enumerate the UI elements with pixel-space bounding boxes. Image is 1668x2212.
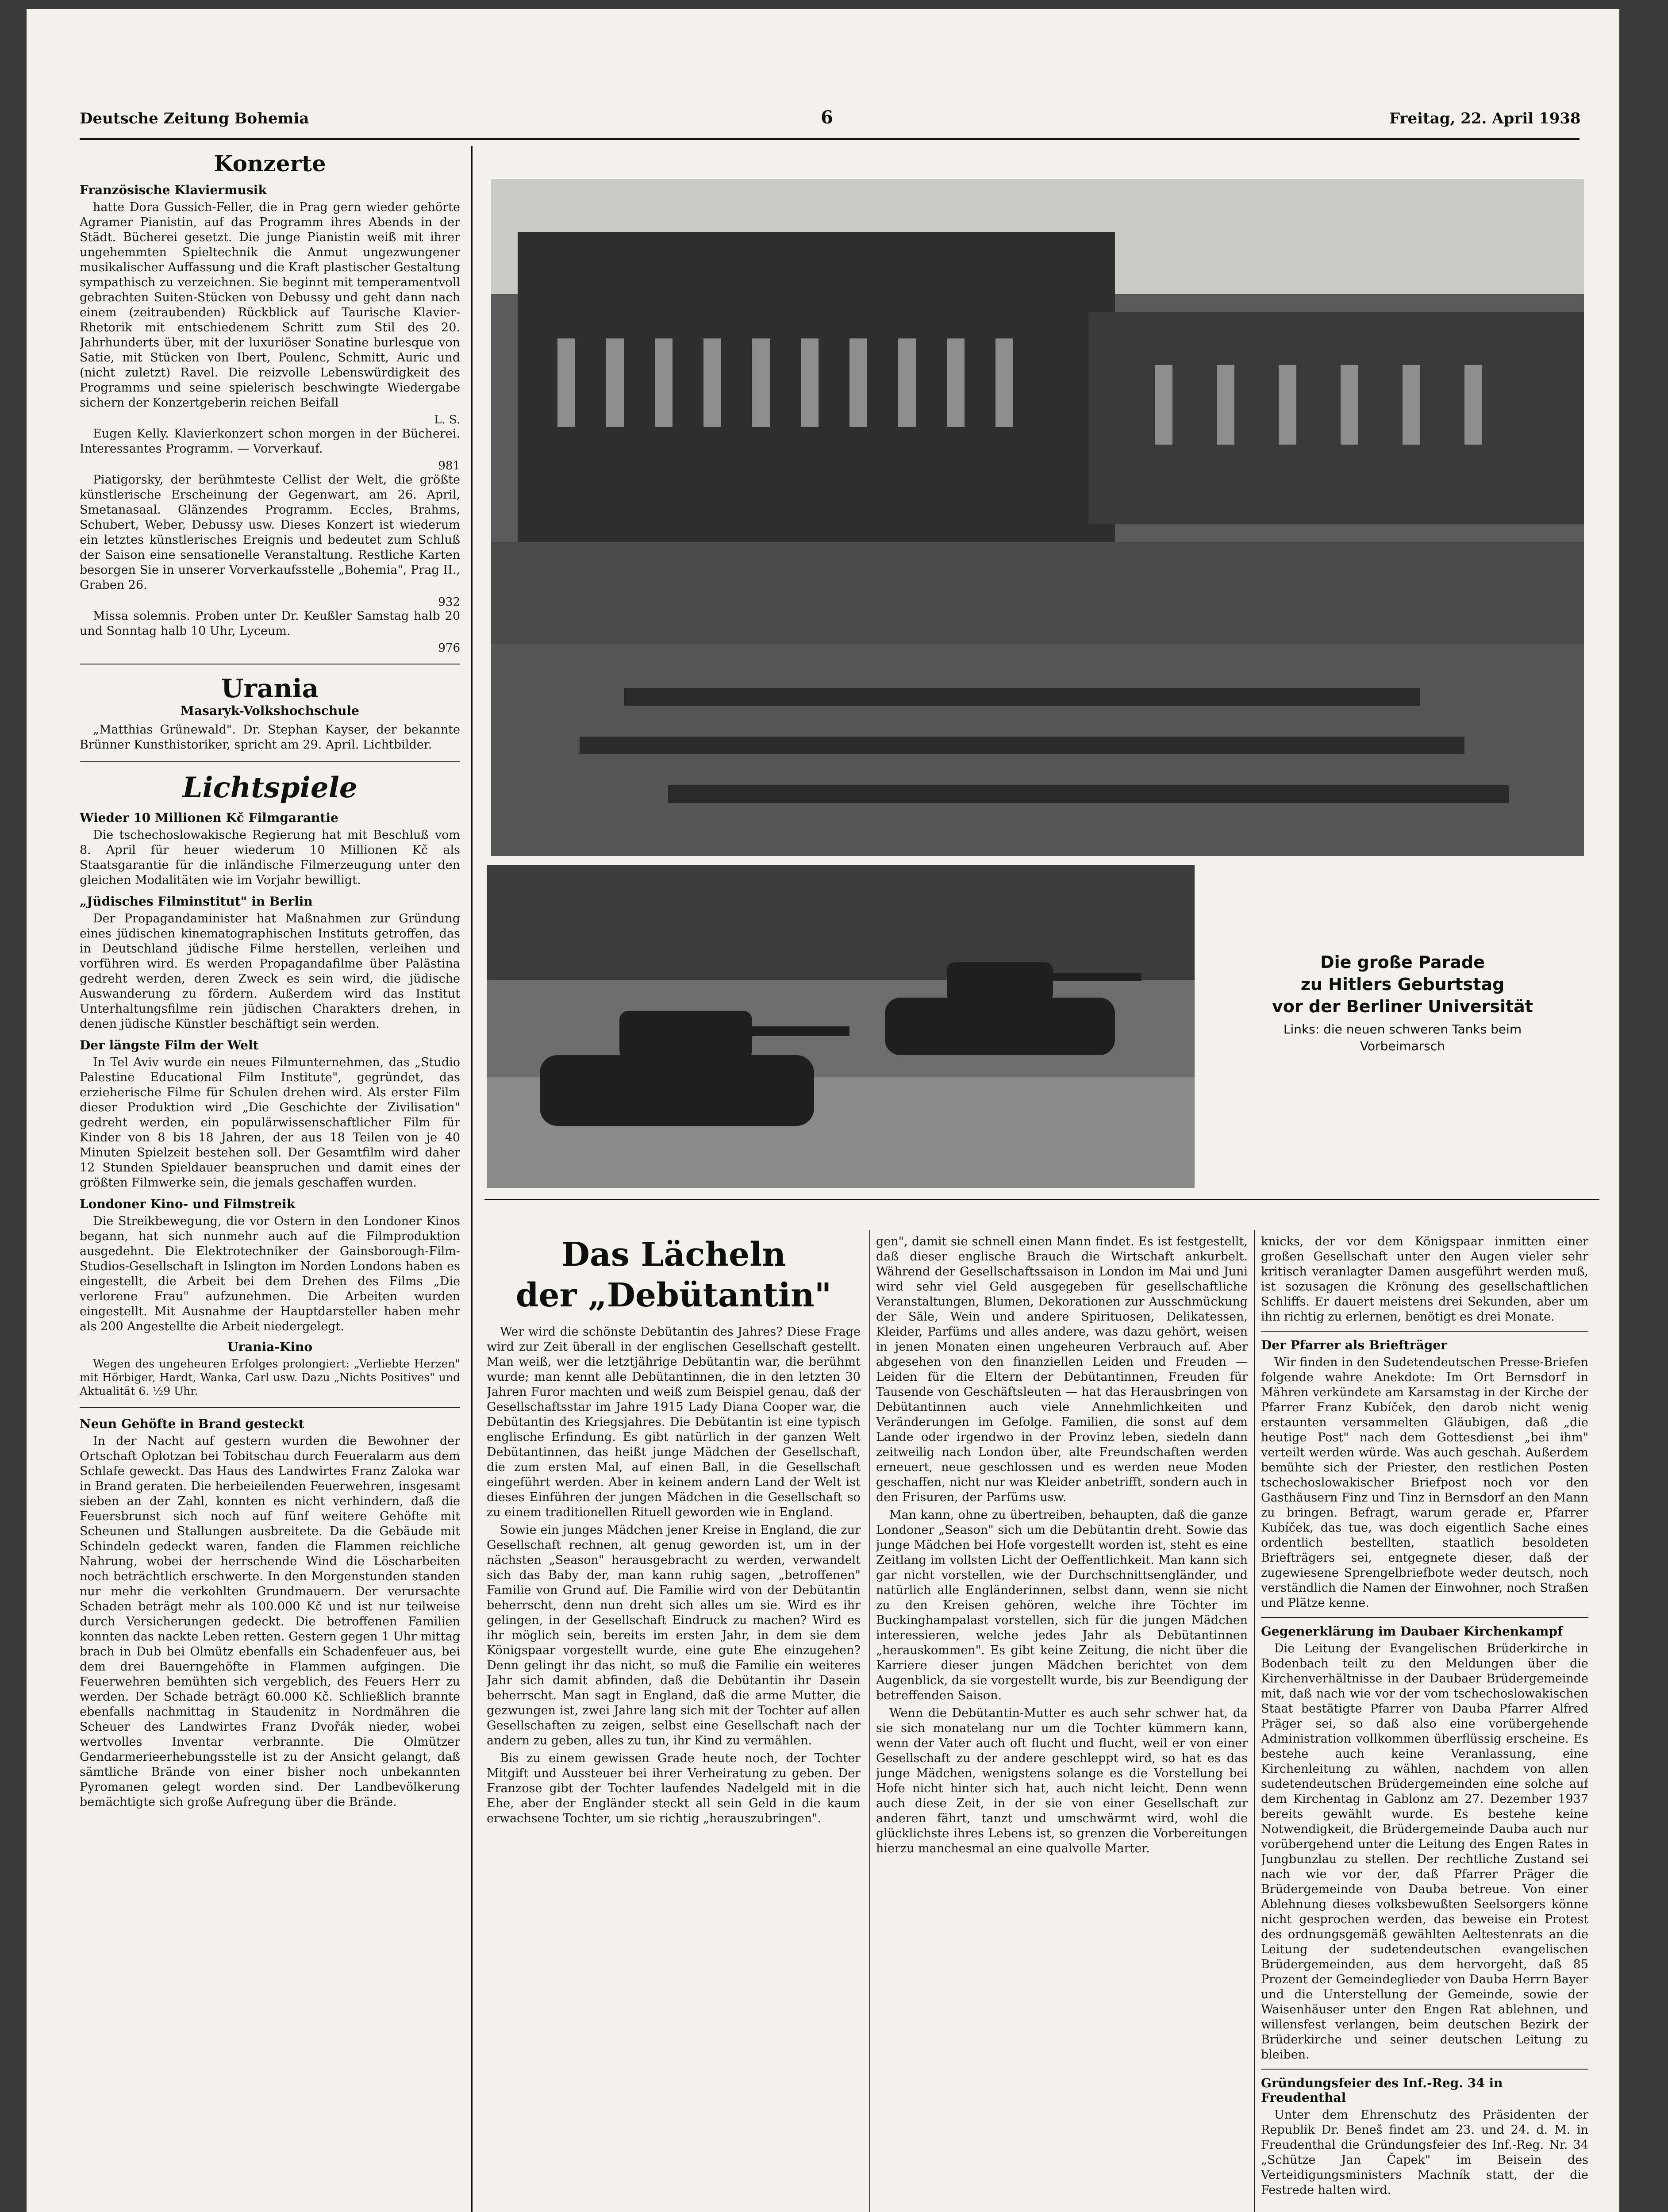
lichtspiele-subheading: Londoner Kino- und Filmstreik [80,1197,296,1211]
kirchenkampf-paragraph: Die Leitung der Evangelischen Brüderkirche in Bodenbach teilt zu den Meldungen über die Kirchenverhältnisse in der Daubaer Brüdergemeinde mit, daß nach wie vor der vom tschechoslowakischen Staat bestätigte Pfarrer von Dauba Pfarrer Alfred Präger sei, so daß also eine vorübergehende Administration vollkommen überflüssig erscheine. Es bestehe auch keine Veranlassung, eine Kirchenleitung zu wählen, nachdem von allen sudetendeutschen Brüdergemeinden eine solche auf dem Kirchentag in Gablonz am 27. Dezember 1937 bereits gewählt wurde. Es bestehe keine Notwendigkeit, die Brüdergemeinde Dauba auch nur vorübergehend unter die Leitung des Engen Rates in Jungbunzlau zu stellen. Der rechtliche Zustand sei nach wie vor der, daß Pfarrer Präger die Brüdergemeinde von Dauba betreue. Von einer Ablehnung dieses volksbewußten Seelsorgers könne nicht gesprochen werden, das beweise ein Protest des ordnungsgemäß gewählten Aeltestenrats an die Leitung der sudetendeutschen evangelischen Brüdergemeinden, aus dem hervorgeht, daß 85 Prozent der Gemeindeglieder von Dauba Herrn Bayer und die Unterstellung der Gemeinde, sowie der Waisenhäuser unter den Engen Rat ablehnen, und willensfest verlangen, beim deutschen Bezirk der Brüderkirche und seiner deutschen Leitung zu bleiben. [1261,1642,1588,2062]
masthead-page-number: 6 [821,107,833,128]
urania-paragraph: „Matthias Grünewald". Dr. Stephan Kayser, der bekannte Brünner Kunsthistoriker, spricht am 29. April. Lichtbilder. [80,723,460,752]
lichtspiele-subheading: Wieder 10 Millionen Kč Filmgarantie [80,810,338,825]
pfarrer-title: Der Pfarrer als Briefträger [1261,1338,1447,1352]
parade-photo-tanks [487,865,1195,1188]
photo-caption [1221,951,1584,1055]
caption-title-line: zu Hitlers Geburtstag [1300,975,1505,994]
lichtspiele-paragraph: In Tel Aviv wurde ein neues Filmunternehmen, das „Studio Palestine Educational Film Institute", gegründet, das erzieherische Filme für Schulen drehen wird. Als erster Film dieser Produktion wird „Die Geschichte der Zivilisation" gedreht werden, ein populärwissenschaftlicher Film für Kinder von 8 bis 18 Jahren, der aus 18 Teilen von je 40 Minuten Spielzeit bestehen soll. Der Gesamtfilm wird daher 12 Stunden Spieldauer beanspruchen und damit eines der größten Filmwerke sein, die jemals geschaffen wurden. [80,1056,460,1190]
article-paragraph: gen", damit sie schnell einen Mann findet. Es ist festgestellt, daß dieser englische Brauch die Wirtschaft ankurbelt. Während der Gesellschaftssaison in London im Mai und Juni wird sehr viel Geld ausgegeben für gesellschaftliche Veranstaltungen, Blumen, Dekorationen zur Ausschmückung der Säle, Wein und andere Spirituosen, Delikatessen, Kleider, Parfüms und alles andere, was dazu gehört, weisen in jenen Monaten einen ungeheuren Verbrauch auf. Aber abgesehen von den finanziellen Leiden und Freuden — Leiden für die Eltern der Debütantinnen, Freuden für Tausende von Geschäftsleuten — hat das Herausbringen von Debütantinnen auch viele Annehmlichkeiten und Veränderungen im Gefolge. Familien, die sonst auf dem Lande oder irgendwo in der Provinz leben, siedeln dann zeitweilig nach London über, alte Freundschaften werden erneuert, neue geschlossen und es werden neue Moden geschaffen, nicht nur was Kleider anbetrifft, sondern auch in den Frisuren, der Parfüms usw. [876,1235,1248,1504]
column-divider [1254,1230,1255,2212]
lichtspiele-subheading: „Jüdisches Filminstitut" in Berlin [80,894,313,909]
article-headline-line: der „Debütantin" [515,1276,832,1314]
article-paragraph: Sowie ein junges Mädchen jener Kreise in England, die zur Gesellschaft rechnen, alt genug geworden ist, um in der nächsten „Season" herausgebracht zu werden, verwandelt sich das Baby der, man kann ruhig sagen, „betroffenen" Familie von Grund auf. Die Familie wird von der Debütantin beherrscht, denn nun dreht sich alles um sie. Wird es ihr gelingen, in der Gesellschaft Eindruck zu machen? Wird es ihr möglich sein, bereits im ersten Jahr, in dem sie dem Königspaar vorgestellt wurde, eine gute Ehe einzugehen? Denn gelingt ihr das nicht, so muß die Familie ein weiteres Jahr sich damit abfinden, daß die Debütantin ihr Dasein beherrscht. Man sagt in England, daß die arme Mutter, die gezwungen ist, zwei Jahre lang sich mit der Tochter auf allen Gesellschaften zu zeigen, selbst eine Gesellschaft nach der andern zu geben, alles zu tun, ihr Kind zu vermählen. [487,1523,861,1747]
lichtspiele-paragraph: Die Streikbewegung, die vor Ostern in den Londoner Kinos begann, hat sich nunmehr auch auf die Filmproduktion ausgedehnt. Die Elektrotechniker der Gainsborough-Film-Studios-Gesellschaft in Islington im Norden Londons haben es eingestellt, die Arbeit bei dem Drehen des Films „Die verlorene Frau" aufzunehmen. Die Arbeiten wurden eingestellt. Mit Ausnahme der Hauptdarsteller haben mehr als 200 Angestellte die Arbeit niedergelegt. [80,1214,460,1333]
konzerte-signature: L. S. [434,413,460,426]
article-column-2 [876,1234,1248,2212]
article-column-1 [487,1234,861,2212]
lichtspiele-paragraph: Die tschechoslowakische Regierung hat mit Beschluß vom 8. April für heuer wiederum 10 Millionen Kč als Staatsgarantie für die inländische Filmerzeugung unter den gleichen Modalitäten wie im Vorjahr bewilligt. [80,828,460,887]
section-divider [1261,1331,1588,1332]
section-divider [1261,2069,1588,2070]
article-paragraph: knicks, der vor dem Königspaar inmitten einer großen Gesellschaft unter den Augen vieler sehr kritisch veranlagter Damen ausgeführt werden muß, ist sozusagen die Krönung des gesellschaftlichen Schliffs. Er dauert meistens drei Sekunden, aber um ihn richtig zu erlernen, benötigt es drei Monate. [1261,1235,1588,1324]
caption-title-line: vor der Berliner Universität [1272,997,1533,1016]
photo-rule [484,1199,1599,1200]
newspaper-page [27,9,1619,2212]
parade-photo-university [491,179,1584,856]
caption-subtitle-line: Links: die neuen schweren Tanks beim [1283,1022,1522,1037]
urania-kino-heading: Urania-Kino [227,1340,313,1354]
masthead-rule [80,138,1580,140]
photo-university-illustration [491,179,1584,856]
caption-subtitle-line: Vorbeimarsch [1360,1039,1445,1053]
article-paragraph: Man kann, ohne zu übertreiben, behaupten, daß die ganze Londoner „Season" sich um die Debütantin dreht. Sowie das junge Mädchen bei Hofe vorgestellt worden ist, steht es eine Zeitlang im vollsten Licht der Oeffentlichkeit. Man kann sich gar nicht vorstellen, wie der Durchschnittsengländer, und natürlich alle Engländerinnen, selbst dann, wenn sie nicht zu den Kreisen gehören, welche ihre Töchter im Buckinghampalast vorstellen, sich für die jungen Mädchen interessieren, welche jedes Jahr als Debütantinnen „herauskommen". Es gibt keine Zeitung, die nicht über die Karriere dieser jungen Mädchen berichtet von dem Augenblick, da sie vorgestellt wurde, bis zur Beendigung der betreffenden Saison. [876,1508,1248,1702]
konzerte-paragraph: Missa solemnis. Proben unter Dr. Keußler Samstag halb 20 und Sonntag halb 10 Uhr, Lyceum. [80,609,460,638]
lichtspiele-subheading: Der längste Film der Welt [80,1038,259,1052]
column-divider [869,1230,870,2212]
section-divider [80,1407,460,1408]
brand-paragraph: In der Nacht auf gestern wurden die Bewohner der Ortschaft Oplotzan bei Tobitschau durch Feueralarm aus dem Schlafe geweckt. Das Haus des Landwirtes Franz Zaloka war in Brand geraten. Die herbeieilenden Feuerwehren, insgesamt sieben an der Zahl, konnten es nicht verhindern, daß die Feuersbrunst sich noch auf fünf weitere Gehöfte mit Scheunen und Stallungen ausbreitete. Da die Gebäude mit Schindeln gedeckt waren, fanden die Flammen reichliche Nahrung, wobei der herrschende Wind die Löscharbeiten noch beträchtlich erschwerte. In den Morgenstunden standen nur mehr die verkohlten Grundmauern. Der verursachte Schaden beträgt mehr als 100.000 Kč und ist nur teilweise durch Versicherungen gedeckt. Die betroffenen Familien konnten das nackte Leben retten. Gestern gegen 1 Uhr mittag brach in Dub bei Olmütz ebenfalls ein Schadenfeuer aus, bei dem drei Bauerngehöfte in Flammen aufgingen. Die Feuerwehren bemühten sich vergeblich, des Feuers Herr zu werden. Der Schade beträgt 60.000 Kč. Schließlich brannte ebenfalls nachmittag in Staudenitz in Nordmähren die Scheuer des Landwirtes Franz Dvořák nieder, wobei wertvolles Inventar verbrannte. Die Olmützer Gendarmerieerhebungsstelle ist zu der Ansicht gelangt, daß sämtliche Brände von einer bisher noch unbekannten Pyromanen gelegt worden sind. Der Landbevölkerung bemächtigte sich große Aufregung über die Brände. [80,1434,460,1809]
left-column [80,150,460,2212]
lichtspiele-title: Lichtspiele [182,771,357,804]
masthead-paper-name: Deutsche Zeitung Bohemia [80,110,309,127]
article-column-3 [1261,1234,1588,2212]
article-paragraph: Bis zu einem gewissen Grade heute noch, der Tochter Mitgift und Aussteuer bei ihrer Verheiratung zu geben. Der Franzose gibt der Tochter laufendes Nadelgeld mit in die Ehe, aber der Engländer steckt all sein Geld in die kaum erwachsene Tochter, um sie richtig „herauszubringen". [487,1751,861,1825]
urania-title: Urania [221,673,319,703]
konzerte-paragraph: Eugen Kelly. Klavierkonzert schon morgen in der Bücherei. Interessantes Programm. — Vorverkauf. [80,427,460,456]
article-paragraph: Wenn die Debütantin-Mutter es auch sehr schwer hat, da sie sich monatelang nur um die Tochter kümmern kann, wenn der Vater auch oft flucht und flucht, weil er von einer Gesellschaft zu der andere geschleppt wird, so hat es das junge Mädchen, wenigstens solange es die Vorstellung bei Hofe nicht hinter sich hat, auch nicht leicht. Denn wenn auch diese Zeit, in der sie von einer Gesellschaft zur anderen fährt, tanzt und umschwärmt wird, wohl die glücklichste ihres Lebens ist, so grenzen die Vorbereitungen hierzu manchesmal an eine qualvolle Marter. [876,1706,1248,1855]
gruendung-title: Gründungsfeier des Inf.-Reg. 34 in Freudenthal [1261,2076,1503,2105]
section-divider [1261,1617,1588,1618]
photo-tanks-illustration [487,865,1195,1188]
ad-number: 976 [438,641,460,655]
konzerte-paragraph: hatte Dora Gussich-Feller, die in Prag gern wieder gehörte Agramer Pianistin, auf das Programm ihres Abends in der Städt. Bücherei gesetzt. Die junge Pianistin weiß mit ihrer ungehemmten Spieltechnik die Anmut ungezwungener musikalischer Auffassung und die Kraft plastischer Gestaltung sympathisch zu verzeichnen. Sie beginnt mit temperamentvoll gebrachten Suiten-Stücken von Debussy und geht dann nach einem (zeitraubenden) Rückblick auf Taurische Klavier-Rhetorik mit entschiedenem Schritt zum Stil des 20. Jahrhunderts über, mit der luxuriöser Sonatine burlesque von Satie, mit Stücken von Ibert, Poulenc, Schmitt, Auric und (nicht zuletzt) Ravel. Die reizvolle Lebenswürdigkeit des Programms und seine spielerisch beschwingte Wiedergabe sichern der Konzertgeberin reichen Beifall [80,200,460,410]
section-divider [80,761,460,762]
ad-number: 932 [438,595,460,609]
masthead-date: Freitag, 22. April 1938 [1389,110,1581,127]
konzerte-paragraph: Piatigorsky, der berühmteste Cellist der Welt, die größte künstlerische Erscheinung der Gegenwart, am 26. April, Smetanasaal. Glänzendes Programm. Eccles, Brahms, Schubert, Weber, Debussy usw. Dieses Konzert ist wiederum ein letztes künstlerisches Ereignis und bedeutet zum Schluß der Saison eine sensationelle Veranstaltung. Restliche Karten besorgen Sie in unserer Vorverkaufsstelle „Bohemia", Prag II., Graben 26. [80,473,460,592]
urania-kino-paragraph: Wegen des ungeheuren Erfolges prolongiert: „Verliebte Herzen" mit Hörbiger, Hardt, Wanka, Carl usw. Dazu „Nichts Positives" und Aktualität 6. ½9 Uhr. [80,1357,460,1398]
column-divider [471,146,473,2212]
lichtspiele-paragraph: Der Propagandaminister hat Maßnahmen zur Gründung eines jüdischen kinematographischen Instituts getroffen, das in Deutschland jüdische Filme herstellen, verleihen und vorführen wird. Es werden Propagandafilme über Palästina gedreht werden, deren Zweck es sein wird, die jüdische Auswanderung zu fördern. Außerdem wird das Institut Unterhaltungsfilme rein jüdischen Charakters drehen, in denen jüdische Künstler beschäftigt sein werden. [80,912,460,1031]
pfarrer-paragraph: Wir finden in den Sudetendeutschen Presse-Briefen folgende wahre Anekdote: Im Ort Bernsdorf in Mähren verkündete am Karsamstag in der Kirche der Pfarrer Franz Kubíček, den darob nicht wenig erstaunten versammelten Gläubigen, daß „die heutige Post" nach dem Gottesdienst „bei ihm" verteilt werden würde. Was auch geschah. Außerdem bemühte sich der Priester, den restlichen Posten tschechoslowakischer Briefpost noch vor den Gasthäusern Finz und Tinz in Bernsdorf an den Mann zu bringen. Befragt, warum gerade er, Pfarrer Kubíček, das tue, was doch eigentlich Sache eines ordentlich bestellten, staatlich besoldeten Briefträgers sei, entgegnete dieser, daß der zugewiesene Sprengelbriefbote weder deutsch, noch verständlich die Namen der Einwohner, noch Straßen und Plätze kenne. [1261,1356,1588,1610]
kirchenkampf-title: Gegenerklärung im Daubaer Kirchenkampf [1261,1624,1563,1639]
ad-number: 981 [438,459,460,472]
urania-subheading: Masaryk-Volkshochschule [181,703,359,718]
caption-title-line: Die große Parade [1320,952,1485,972]
brand-title: Neun Gehöfte in Brand gesteckt [80,1417,304,1431]
gruendung-paragraph: Unter dem Ehrenschutz des Präsidenten der Republik Dr. Beneš findet am 23. und 24. d. M. in Freudenthal die Gründungsfeier des Inf.-Reg. Nr. 34 „Schütze Jan Čapek" im Beisein des Verteidigungsministers Machník statt, der die Festrede halten wird. [1261,2108,1588,2197]
konzerte-subheading: Französische Klaviermusik [80,183,267,197]
article-paragraph: Wer wird die schönste Debütantin des Jahres? Diese Frage wird zur Zeit überall in der englischen Gesellschaft gestellt. Man weiß, wer die letztjährige Debütantin war, die berühmt wurde; man kennt alle Debütantinnen, die in den letzten 30 Jahren Furor machten und weiß zum Beispiel genau, daß der Gesellschaftsstar im Jahre 1915 Lady Diana Cooper war, die Debütantin des Kriegsjahres. Die Debütantin ist eine typisch englische Erfindung. Es gibt natürlich in der ganzen Welt Debütantinnen, das heißt junge Mädchen der Gesellschaft, die zum ersten Mal, auf einen Ball, in die Gesellschaft eingeführt werden. Aber in keinem andern Land der Welt ist dieses Einführen der jungen Mädchen in die Gesellschaft so zu einem traditionellen Rituell geworden wie in England. [487,1325,861,1519]
konzerte-title: Konzerte [214,150,326,177]
article-headline-line: Das Lächeln [561,1236,786,1274]
